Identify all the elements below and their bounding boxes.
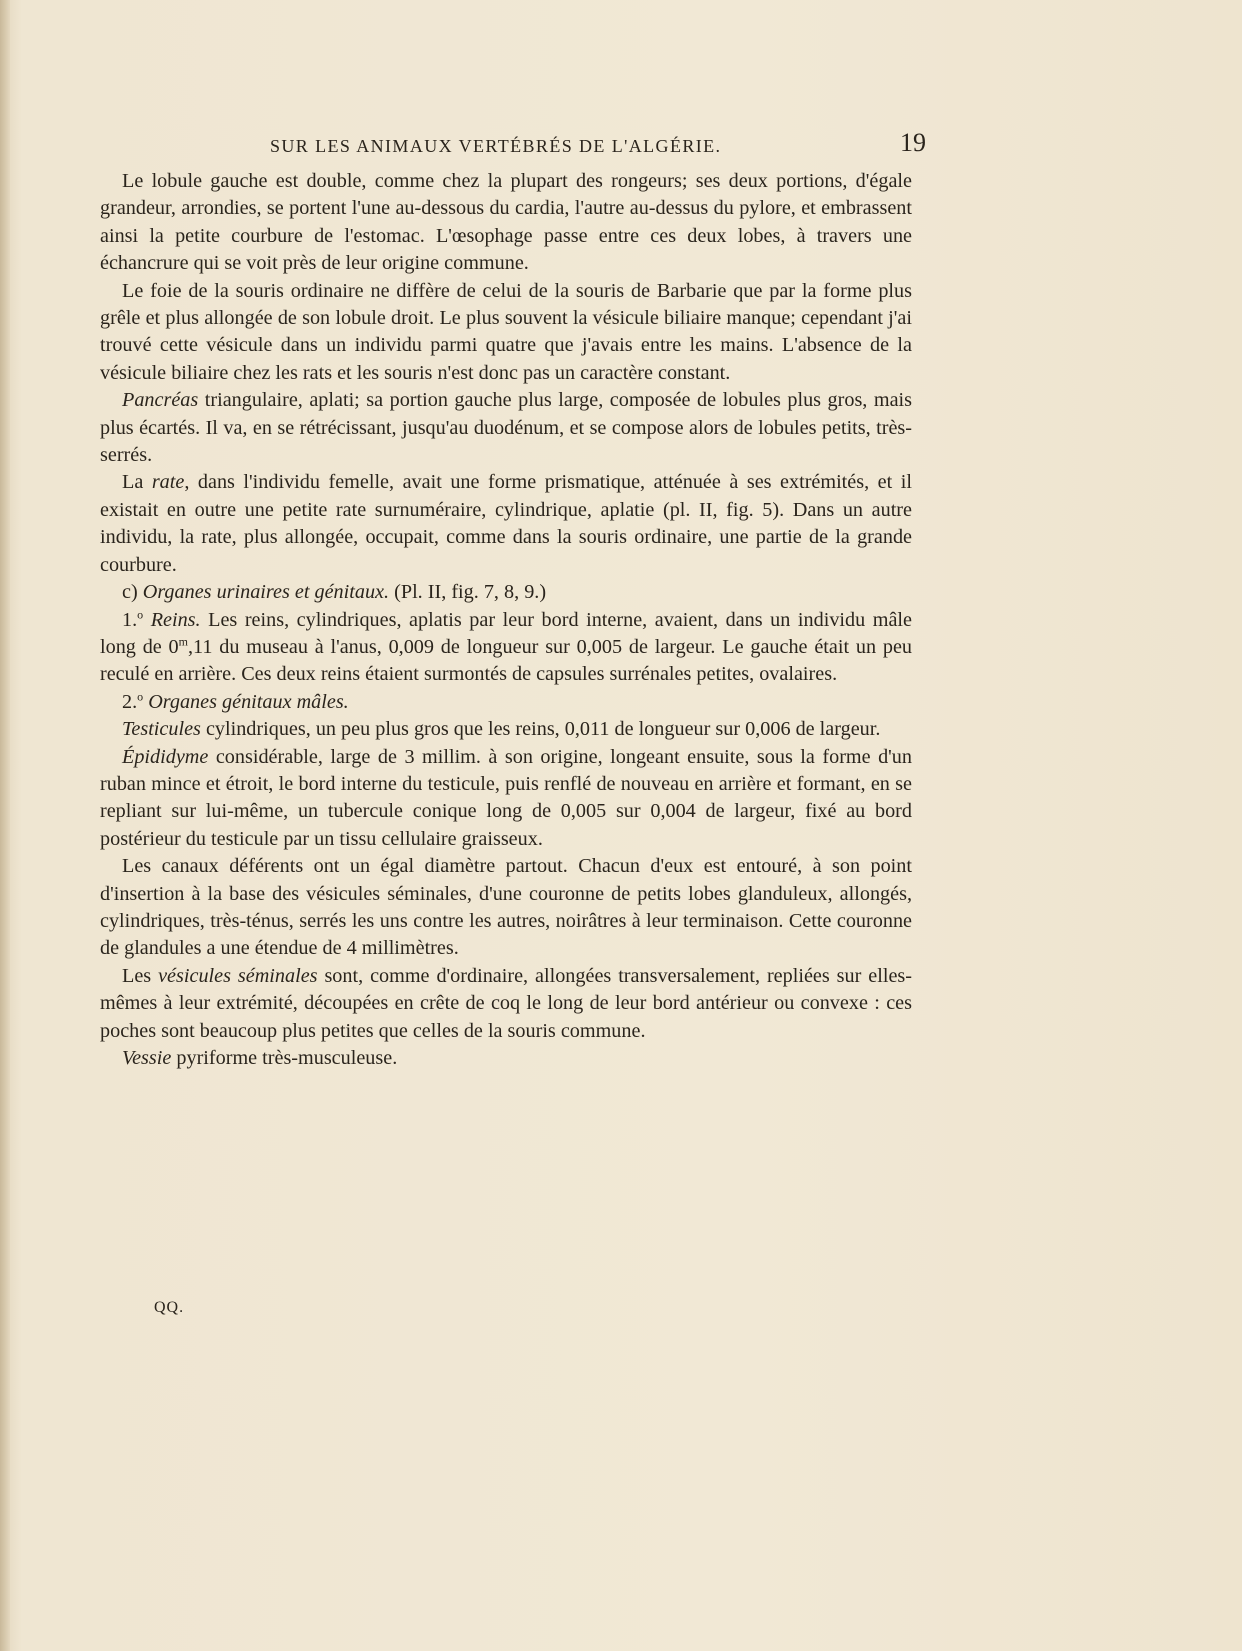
section-heading-organes-urinaires: Organes urinaires et génitaux.: [142, 581, 390, 604]
binding-edge: [0, 0, 10, 1651]
section-heading-organes-genitaux: Organes génitaux mâles.: [143, 690, 349, 713]
running-header: [270, 130, 926, 160]
term-vessie: Vessie: [122, 1047, 172, 1069]
paragraph-canaux: Les canaux déférents ont un égal diamètre partout. Chacun d'eux est entouré, à son point d'insertion à la base des vésicules séminales, d'une couronne de petits lobes glanduleux, allongés, cylindriques, très-ténus, serrés les uns contre les autres, noirâtres à leur terminaison. Cette couronne de glandules a une étendue de 4 millimètres.: [100, 855, 912, 960]
term-reins: Reins.: [143, 608, 201, 631]
term-testicules: Testicules: [122, 718, 201, 741]
paragraph-organes-urinaires: c) Organes urinaires et génitaux. (Pl. II, fig. 7, 8, 9.): [122, 581, 547, 604]
running-title: SUR LES ANIMAUX VERTÉBRÉS DE L'ALGÉRIE.: [270, 136, 722, 156]
paragraph-testicules: Testicules cylindriques, un peu plus gros que les reins, 0,011 de longueur sur 0,006 de largeur.: [122, 718, 881, 741]
paragraph-vesicules: Les vésicules séminales sont, comme d'ordinaire, allongées transversalement, repliées sur elles-mêmes à leur extrémité, découpées en crête de coq le long de leur bord antérieur ou convexe : ces poches sont beaucoup plus petites que celles de la souris commune.: [100, 964, 912, 1042]
term-rate: rate: [151, 471, 185, 494]
body-text: [100, 168, 912, 1072]
paragraph-vessie: Vessie pyriforme très-musculeuse.: [122, 1047, 398, 1069]
paragraph-reins: 1.$^o$ Reins. Les reins, cylindriques, aplatis par leur bord interne, avaient, dans un individu mâle long de 0$^m$,11 du museau à l'anus, 0,009 de longueur sur 0,005 de largeur. Le gauche était un peu reculé en arrière. Ces deux reins étaient surmontés de capsules surrénales petites, ovalaires.: [100, 606, 912, 686]
term-epididyme: Épididyme: [122, 745, 209, 768]
paragraph-foie: Le foie de la souris ordinaire ne diffère de celui de la souris de Barbarie que par la forme plus grêle et plus allongée de son lobule droit. Le plus souvent la vésicule biliaire manque; cependant j'ai trouvé cette vésicule dans un individu parmi quatre que j'avais entre les mains. L'absence de la vésicule biliaire chez les rats et les souris n'est donc pas un caractère constant.: [100, 279, 912, 384]
paragraph-lobule: Le lobule gauche est double, comme chez la plupart des rongeurs; ses deux portions, d'égale grandeur, arrondies, se portent l'une au-dessous du cardia, l'autre au-dessus du pylore, et embrassent ainsi la petite courbure de l'estomac. L'œsophage passe entre ces deux lobes, à travers une échancrure qui se voit près de leur origine commune.: [100, 170, 912, 275]
signature-mark: QQ.: [154, 1299, 185, 1316]
page-number: 19: [900, 128, 926, 157]
term-vesicules: vésicules séminales: [158, 964, 318, 987]
paragraph-rate: La rate, dans l'individu femelle, avait une forme prismatique, atténuée à ses extrémités, et il existait en outre une petite rate surnuméraire, cylindrique, aplatie (pl. II, fig. 5). Dans un autre individu, la rate, plus allongée, occupait, comme dans la souris ordinaire, une partie de la grande courbure.: [100, 471, 912, 576]
paragraph-pancreas: Pancréas triangulaire, aplati; sa portion gauche plus large, composée de lobules plus gros, mais plus écartés. Il va, en se rétrécissant, jusqu'au duodénum, et se compose alors de lobules petits, très-serrés.: [100, 389, 912, 467]
term-pancreas: Pancréas: [122, 389, 199, 412]
paragraph-organes-genitaux: 2.$^o$ Organes génitaux mâles.: [122, 688, 349, 713]
paragraph-epididyme: Épididyme considérable, large de 3 millim. à son origine, longeant ensuite, sous la forme d'un ruban mince et étroit, le bord interne du testicule, puis renflé de nouveau en arrière et formant, en se repliant sur lui-même, un tubercule conique long de 0,005 sur 0,004 de largeur, fixé au bord postérieur du testicule par un tissu cellulaire graisseux.: [100, 745, 912, 850]
